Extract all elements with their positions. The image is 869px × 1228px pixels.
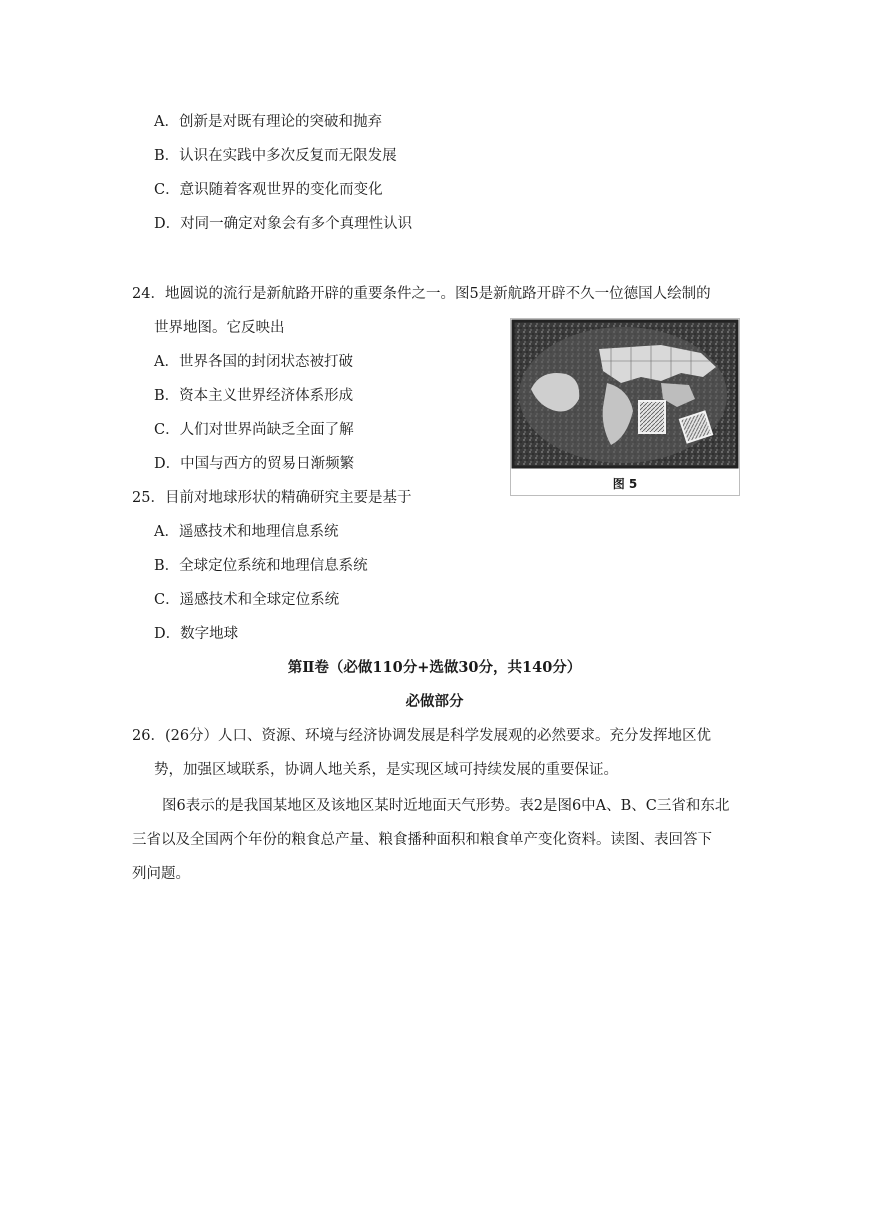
world-map-image [511,319,739,469]
q24-stem-line1: 24．地圆说的流行是新航路开辟的重要条件之一。图5是新航路开辟不久一位德国人绘制的 [132,286,711,302]
q24-option-c: C．人们对世界尚缺乏全面了解 [154,422,354,438]
q25-option-b: B．全球定位系统和地理信息系统 [154,558,368,574]
q23-option-b: B．认识在实践中多次反复而无限发展 [154,148,397,164]
q26-line4: 三省以及全国两个年份的粮食总产量、粮食播种面积和粮食单产变化资料。读图、表回答下 [132,832,712,848]
q25-option-a: A．遥感技术和地理信息系统 [154,524,339,540]
figure-5-world-map [510,318,740,496]
q26-line5: 列问题。 [132,866,190,882]
q23-option-d: D．对同一确定对象会有多个真理性认识 [154,216,413,232]
q26-line2: 势，加强区域联系，协调人地关系，是实现区域可持续发展的重要保证。 [154,762,618,778]
q25-option-c: C．遥感技术和全球定位系统 [154,592,340,608]
q25-option-d: D．数字地球 [154,626,239,642]
section-title: 第Ⅱ卷（必做110分+选做30分，共140分） [287,659,582,676]
q26-line3: 图6表示的是我国某地区及该地区某时近地面天气形势。表2是图6中A、B、C三省和东北 [162,798,730,814]
q23-option-a: A．创新是对既有理论的突破和抛弃 [154,114,382,130]
q26-line1: 26．(26分）人口、资源、环境与经济协调发展是科学发展观的必然要求。充分发挥地区优 [132,728,712,744]
q25-stem: 25．目前对地球形状的精确研究主要是基于 [132,490,412,506]
q23-option-c: C．意识随着客观世界的变化而变化 [154,182,383,198]
q24-option-d: D．中国与西方的贸易日渐频繁 [154,456,355,472]
figure-5-caption: 图 5 [612,477,638,491]
q24-stem-line2: 世界地图。它反映出 [154,320,285,336]
section-subtitle: 必做部分 [405,693,464,710]
q24-option-b: B．资本主义世界经济体系形成 [154,388,354,404]
q24-option-a: A．世界各国的封闭状态被打破 [154,354,353,370]
